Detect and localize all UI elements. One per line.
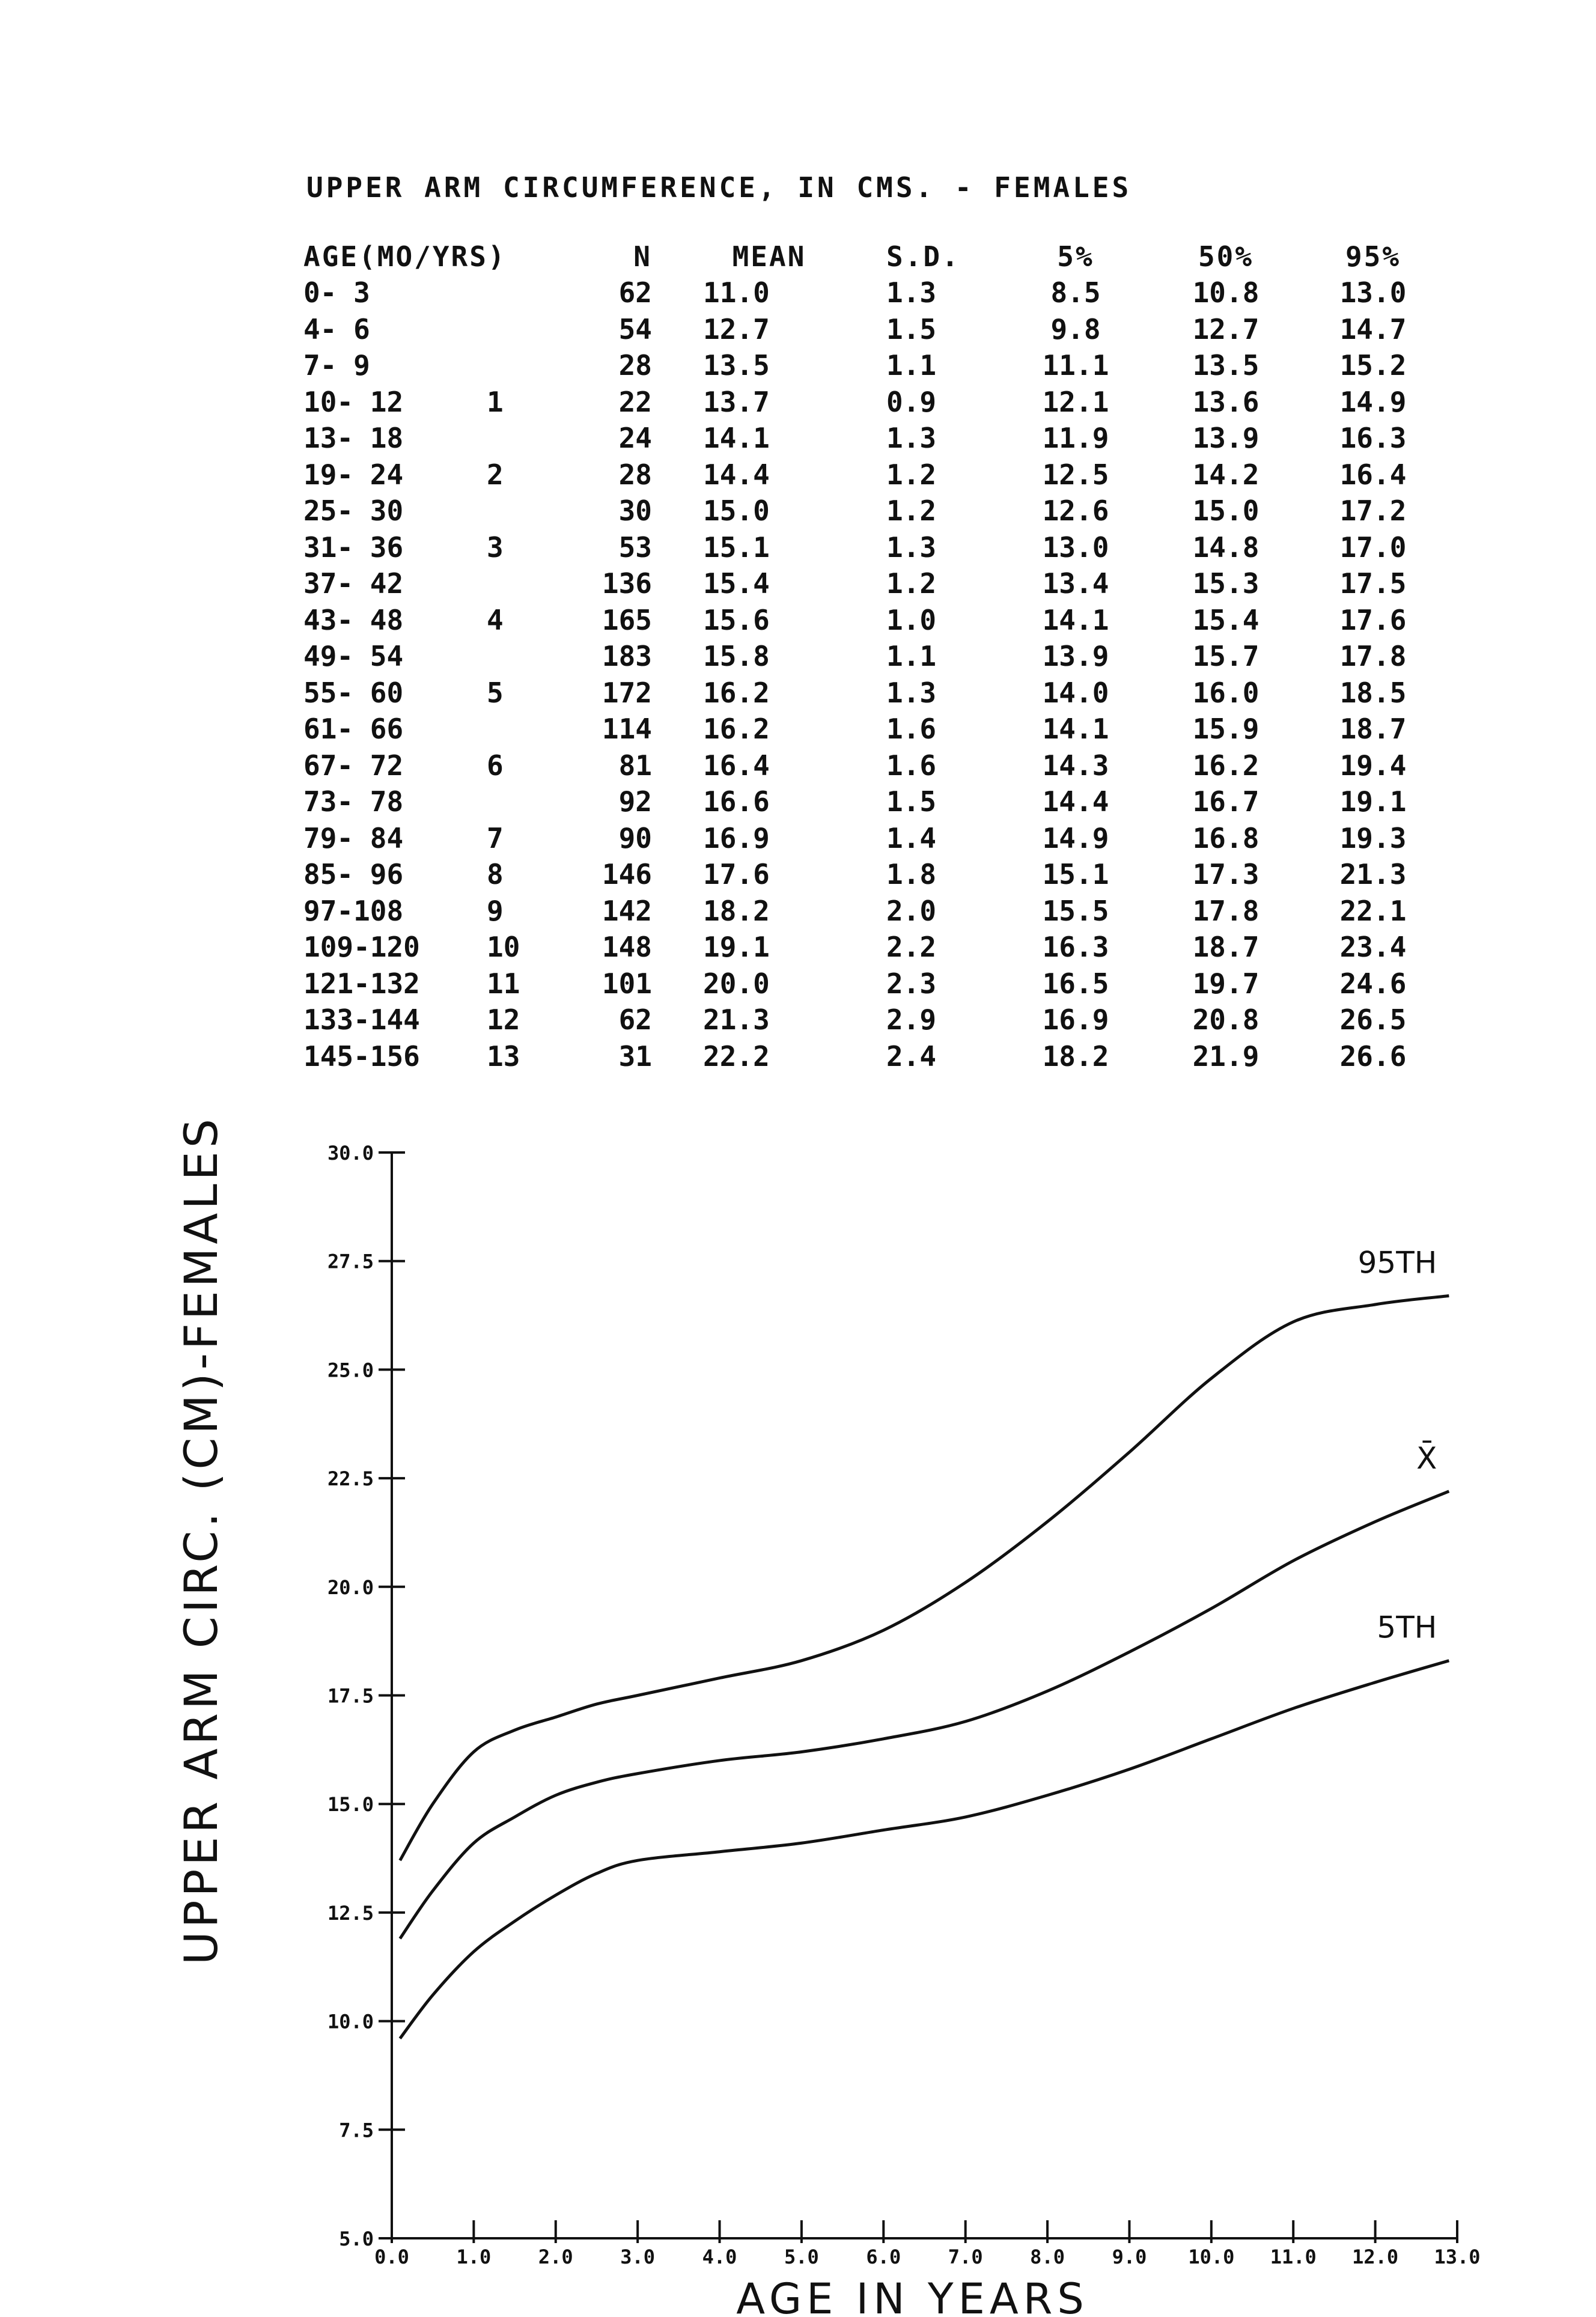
table-cell-mean: 14.4 [703, 458, 770, 491]
table-cell-n: 165 [602, 603, 652, 636]
header-n: N [633, 240, 652, 273]
table-cell-p5: 13.9 [1042, 640, 1109, 672]
table-cell-p5: 16.9 [1042, 1003, 1109, 1036]
table-cell-n: 24 [618, 422, 652, 454]
table-cell-n: 28 [618, 458, 652, 491]
table-cell-p50: 17.3 [1192, 858, 1259, 891]
table-cell-n: 101 [602, 967, 652, 1000]
x-tick-label: 11.0 [1270, 2245, 1317, 2268]
table-cell-p50: 20.8 [1192, 1003, 1259, 1036]
table-cell-p50: 16.0 [1192, 676, 1259, 709]
table-cell-sd: 1.6 [886, 749, 937, 782]
table-cell-yr: 13 [487, 1040, 520, 1073]
table-cell-mo: 10- 12 [303, 385, 404, 418]
table-cell-p95: 19.3 [1339, 821, 1407, 854]
y-tick-label: 27.5 [327, 1250, 374, 1273]
table-cell-yr: 11 [487, 967, 520, 1000]
table-cell-n: 54 [618, 312, 652, 346]
table-cell-n: 53 [618, 531, 652, 564]
table-cell-n: 62 [618, 276, 652, 309]
table-cell-mo: 79- 84 [303, 821, 404, 854]
table-cell-sd: 2.4 [886, 1040, 937, 1073]
table-cell-mo: 85- 96 [303, 858, 404, 891]
table-cell-p50: 10.8 [1192, 276, 1259, 309]
table-cell-p95: 14.9 [1339, 385, 1407, 418]
table-cell-p95: 21.3 [1339, 858, 1407, 891]
x-tick-label: 13.0 [1434, 2245, 1481, 2268]
y-tick-label: 7.5 [339, 2119, 374, 2142]
table-cell-p95: 14.7 [1339, 312, 1407, 346]
table-cell-p5: 12.6 [1042, 495, 1109, 527]
table-cell-p50: 13.9 [1192, 422, 1259, 454]
table-cell-n: 172 [602, 676, 652, 709]
table-cell-p5: 8.5 [1050, 276, 1101, 309]
table-cell-p50: 19.7 [1192, 967, 1259, 1000]
series-label: X̄ [1416, 1440, 1437, 1476]
x-tick-label: 5.0 [784, 2245, 819, 2268]
table-cell-n: 114 [602, 713, 652, 745]
table-cell-mo: 37- 42 [303, 567, 404, 600]
table-cell-p95: 18.7 [1339, 713, 1407, 745]
table-cell-yr: 1 [487, 385, 504, 418]
y-tick-label: 12.5 [327, 1901, 374, 1925]
table-cell-sd: 0.9 [886, 385, 937, 418]
table-cell-yr: 5 [487, 676, 504, 709]
table-cell-mo: 145-156 [303, 1040, 420, 1073]
table-cell-mo: 4- 6 [303, 312, 370, 346]
table-cell-n: 92 [618, 785, 652, 818]
x-axis-label: AGE IN YEARS [736, 2274, 1089, 2317]
table-cell-mo: 31- 36 [303, 531, 404, 564]
table-cell-n: 146 [602, 858, 652, 891]
table-cell-sd: 1.1 [886, 349, 937, 382]
table-cell-p50: 14.8 [1192, 531, 1259, 564]
table-cell-p50: 21.9 [1192, 1040, 1259, 1073]
table-cell-p5: 11.9 [1042, 422, 1109, 454]
table-cell-mo: 13- 18 [303, 422, 404, 454]
table-cell-mean: 16.2 [703, 676, 770, 709]
table-cell-mean: 19.1 [703, 931, 770, 963]
table-cell-mean: 15.8 [703, 640, 770, 672]
table-cell-p95: 18.5 [1339, 676, 1407, 709]
table-cell-p5: 18.2 [1042, 1040, 1109, 1073]
table-cell-n: 28 [618, 349, 652, 382]
table-cell-mean: 16.9 [703, 821, 770, 854]
table-cell-p5: 14.0 [1042, 676, 1109, 709]
table-cell-mo: 25- 30 [303, 495, 404, 527]
table-cell-mean: 18.2 [703, 894, 770, 927]
table-cell-yr: 10 [487, 931, 520, 963]
table-cell-p5: 13.4 [1042, 567, 1109, 600]
table-cell-p95: 24.6 [1339, 967, 1407, 1000]
table-cell-p5: 14.3 [1042, 749, 1109, 782]
table-cell-yr: 7 [487, 821, 504, 854]
table-cell-p95: 15.2 [1339, 349, 1407, 382]
table-cell-yr: 9 [487, 894, 504, 927]
table-cell-p95: 16.3 [1339, 422, 1407, 454]
table-cell-sd: 2.9 [886, 1003, 937, 1036]
table-cell-p50: 16.7 [1192, 785, 1259, 818]
table-cell-sd: 1.2 [886, 495, 937, 527]
table-cell-p95: 17.5 [1339, 567, 1407, 600]
table-cell-yr: 4 [487, 603, 504, 636]
table-cell-p50: 13.5 [1192, 349, 1259, 382]
table-cell-mean: 20.0 [703, 967, 770, 1000]
x-tick-label: 9.0 [1112, 2245, 1147, 2268]
table-cell-p5: 16.5 [1042, 967, 1109, 1000]
table-cell-mean: 17.6 [703, 858, 770, 891]
x-tick-label: 6.0 [866, 2245, 901, 2268]
table-cell-p50: 14.2 [1192, 458, 1259, 491]
table-cell-p5: 13.0 [1042, 531, 1109, 564]
header-p50: 50% [1198, 240, 1254, 273]
table-cell-n: 81 [618, 749, 652, 782]
table-cell-mean: 22.2 [703, 1040, 770, 1073]
table-cell-p5: 12.1 [1042, 385, 1109, 418]
table-cell-p5: 16.3 [1042, 931, 1109, 963]
series-95th-line [400, 1296, 1449, 1861]
table-cell-mean: 13.7 [703, 385, 770, 418]
table-cell-mean: 15.6 [703, 603, 770, 636]
y-tick-label: 22.5 [327, 1467, 374, 1491]
y-tick-label: 30.0 [327, 1142, 374, 1165]
table-cell-mean: 13.5 [703, 349, 770, 382]
y-tick-label: 17.5 [327, 1684, 374, 1708]
table-title: UPPER ARM CIRCUMFERENCE, IN CMS. - FEMALES [306, 171, 1132, 204]
table-cell-n: 183 [602, 640, 652, 672]
table-cell-sd: 1.3 [886, 422, 937, 454]
table-cell-mo: 7- 9 [303, 349, 370, 382]
table-cell-yr: 3 [487, 531, 504, 564]
table-cell-mean: 15.0 [703, 495, 770, 527]
table-cell-sd: 2.0 [886, 894, 937, 927]
y-tick-label: 20.0 [327, 1576, 374, 1599]
table-cell-mo: 49- 54 [303, 640, 404, 672]
x-tick-label: 4.0 [702, 2245, 737, 2268]
table-cell-p95: 17.6 [1339, 603, 1407, 636]
table-cell-mo: 0- 3 [303, 276, 370, 309]
table-cell-p95: 16.4 [1339, 458, 1407, 491]
table-cell-mean: 15.4 [703, 567, 770, 600]
table-cell-p95: 19.1 [1339, 785, 1407, 818]
series-label: 5TH [1377, 1610, 1437, 1645]
table-cell-mo: 133-144 [303, 1003, 420, 1036]
header-age: AGE(MO/YRS) [303, 240, 507, 273]
table-cell-sd: 1.3 [886, 276, 937, 309]
table-cell-p95: 17.0 [1339, 531, 1407, 564]
x-tick-label: 1.0 [456, 2245, 492, 2268]
table-cell-p50: 15.0 [1192, 495, 1259, 527]
table-cell-p5: 12.5 [1042, 458, 1109, 491]
table-cell-p50: 15.7 [1192, 640, 1259, 672]
table-cell-mean: 12.7 [703, 312, 770, 346]
table-cell-p95: 22.1 [1339, 894, 1407, 927]
table-cell-sd: 1.2 [886, 567, 937, 600]
table-cell-sd: 2.3 [886, 967, 937, 1000]
table-cell-mo: 55- 60 [303, 676, 404, 709]
table-cell-p95: 26.6 [1339, 1040, 1407, 1073]
table-cell-mo: 97-108 [303, 894, 404, 927]
table-cell-sd: 1.5 [886, 312, 937, 346]
series-label: 95TH [1357, 1245, 1437, 1280]
table-cell-p50: 16.8 [1192, 821, 1259, 854]
table-cell-yr: 12 [487, 1003, 520, 1036]
table-cell-mo: 121-132 [303, 967, 420, 1000]
x-tick-label: 0.0 [374, 2245, 409, 2268]
table-cell-mean: 16.2 [703, 713, 770, 745]
table-cell-sd: 1.4 [886, 821, 937, 854]
table-cell-p5: 14.1 [1042, 713, 1109, 745]
table-cell-n: 22 [618, 385, 652, 418]
table-cell-sd: 1.5 [886, 785, 937, 818]
y-tick-label: 5.0 [339, 2227, 374, 2250]
table-cell-sd: 1.0 [886, 603, 937, 636]
table-cell-p95: 19.4 [1339, 749, 1407, 782]
table-cell-n: 142 [602, 894, 652, 927]
table-cell-yr: 8 [487, 858, 504, 891]
table-cell-p95: 26.5 [1339, 1003, 1407, 1036]
table-cell-p5: 11.1 [1042, 349, 1109, 382]
table-cell-p50: 16.2 [1192, 749, 1259, 782]
table-cell-p5: 14.1 [1042, 603, 1109, 636]
table-cell-mean: 15.1 [703, 531, 770, 564]
table-cell-n: 90 [618, 821, 652, 854]
table-cell-mean: 14.1 [703, 422, 770, 454]
table-cell-p50: 15.4 [1192, 603, 1259, 636]
header-mean: MEAN [732, 240, 806, 273]
table-cell-yr: 6 [487, 749, 504, 782]
table-cell-n: 148 [602, 931, 652, 963]
table-cell-n: 62 [618, 1003, 652, 1036]
table-cell-sd: 2.2 [886, 931, 937, 963]
table-cell-mo: 73- 78 [303, 785, 404, 818]
table-cell-p50: 18.7 [1192, 931, 1259, 963]
table-cell-mo: 109-120 [303, 931, 420, 963]
table-cell-p5: 15.5 [1042, 894, 1109, 927]
table-cell-sd: 1.3 [886, 531, 937, 564]
table-cell-sd: 1.3 [886, 676, 937, 709]
table-cell-p50: 17.8 [1192, 894, 1259, 927]
table-cell-p95: 13.0 [1339, 276, 1407, 309]
table-cell-p5: 15.1 [1042, 858, 1109, 891]
table-cell-p50: 15.9 [1192, 713, 1259, 745]
table-cell-mean: 11.0 [703, 276, 770, 309]
x-tick-label: 10.0 [1188, 2245, 1235, 2268]
table-cell-p95: 17.8 [1339, 640, 1407, 672]
table-cell-n: 136 [602, 567, 652, 600]
series-mean-line [400, 1491, 1449, 1938]
x-tick-label: 8.0 [1030, 2245, 1065, 2268]
header-p5: 5% [1057, 240, 1094, 273]
table-cell-p95: 17.2 [1339, 495, 1407, 527]
table-cell-p50: 12.7 [1192, 312, 1259, 346]
table-cell-mo: 61- 66 [303, 713, 404, 745]
table-cell-mean: 16.6 [703, 785, 770, 818]
table-cell-mo: 19- 24 [303, 458, 404, 491]
table-cell-mean: 21.3 [703, 1003, 770, 1036]
table-cell-n: 31 [618, 1040, 652, 1073]
table-cell-sd: 1.1 [886, 640, 937, 672]
table-cell-mo: 43- 48 [303, 603, 404, 636]
table-cell-p95: 23.4 [1339, 931, 1407, 963]
table-cell-sd: 1.2 [886, 458, 937, 491]
y-tick-label: 10.0 [327, 2010, 374, 2033]
table-cell-p5: 14.9 [1042, 821, 1109, 854]
x-tick-label: 12.0 [1352, 2245, 1399, 2268]
y-tick-label: 15.0 [327, 1793, 374, 1816]
x-tick-label: 7.0 [948, 2245, 983, 2268]
table-cell-p5: 14.4 [1042, 785, 1109, 818]
table-cell-yr: 2 [487, 458, 504, 491]
table-cell-sd: 1.8 [886, 858, 937, 891]
table-cell-mean: 16.4 [703, 749, 770, 782]
table-cell-p50: 15.3 [1192, 567, 1259, 600]
x-tick-label: 3.0 [620, 2245, 656, 2268]
table-cell-mo: 67- 72 [303, 749, 404, 782]
header-sd: S.D. [886, 240, 960, 273]
table-cell-sd: 1.6 [886, 713, 937, 745]
table-cell-p5: 9.8 [1050, 312, 1101, 346]
table-cell-p50: 13.6 [1192, 385, 1259, 418]
header-p95: 95% [1345, 240, 1401, 273]
y-axis-label: UPPER ARM CIRC. (CM)-FEMALES [174, 1115, 228, 1965]
y-tick-label: 25.0 [327, 1359, 374, 1382]
table-cell-n: 30 [618, 495, 652, 527]
x-tick-label: 2.0 [538, 2245, 573, 2268]
